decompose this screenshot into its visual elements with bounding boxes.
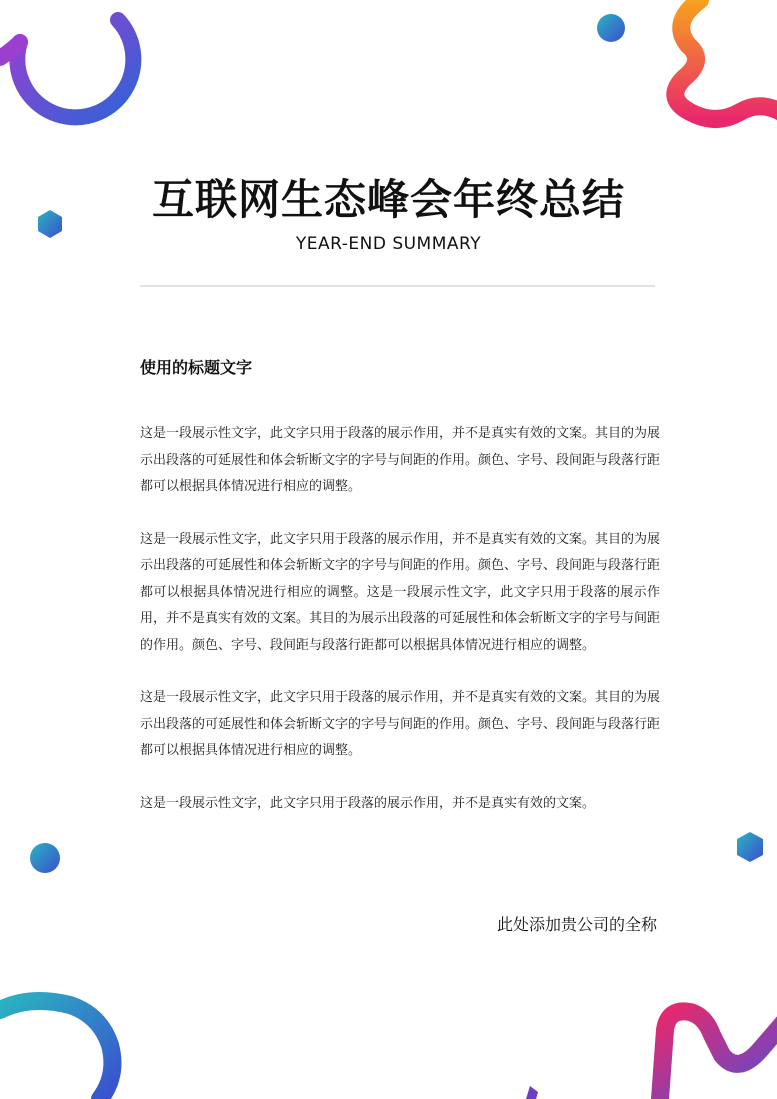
paragraph-2: 这是一段展示性文字，此文字只用于段落的展示作用，并不是真实有效的文案。其目的为展示出段落的可延展性和体会斩断文字的字号与间距的作用。颜色、字号、段间距与段落行距都可以根据具体情况进行相应的调整。这是一段展示性文字，此文字只用于段落的展示作用，并不是真实有效的文案。其目的为展示出段落的可延展性和体会斩断文字的字号与间距的作用。颜色、字号、段间距与段落行距都可以根据具体情况进行相应的调整。 [140,531,661,653]
paragraph-3: 这是一段展示性文字，此文字只用于段落的展示作用，并不是真实有效的文案。其目的为展示出段落的可延展性和体会斩断文字的字号与间距的作用。颜色、字号、段间距与段落行距都可以根据具体情况进行相应的调整。 [140,690,661,758]
top-right-wave-shape [675,0,777,119]
bottom-right-zigzag-shape [660,1011,777,1099]
top-left-arc-shape [17,20,133,117]
company-name: 此处添加贵公司的全称 [496,915,657,934]
bottom-center-mark [526,1086,538,1099]
section-heading: 使用的标题文字 [140,358,253,377]
bottom-left-bracket-shape [0,1001,112,1099]
paragraph-1: 这是一段展示性文字，此文字只用于段落的展示作用，并不是真实有效的文案。其目的为展示出段落的可延展性和体会斩断文字的字号与间距的作用。颜色、字号、段间距与段落行距都可以根据具体情况进行相应的调整。 [140,426,661,494]
top-dot-shape [597,14,625,42]
paragraph-4: 这是一段展示性文字，此文字只用于段落的展示作用，并不是真实有效的文案。 [140,795,596,811]
top-left-arc-tail [0,42,20,58]
document-body [140,355,660,843]
document-subtitle: YEAR-END SUMMARY [295,234,482,254]
document-title: 互联网生态峰会年终总结 [151,175,625,224]
right-hexagon-dot [737,832,763,862]
title-divider [140,285,655,287]
left-bottom-dot [30,843,60,873]
